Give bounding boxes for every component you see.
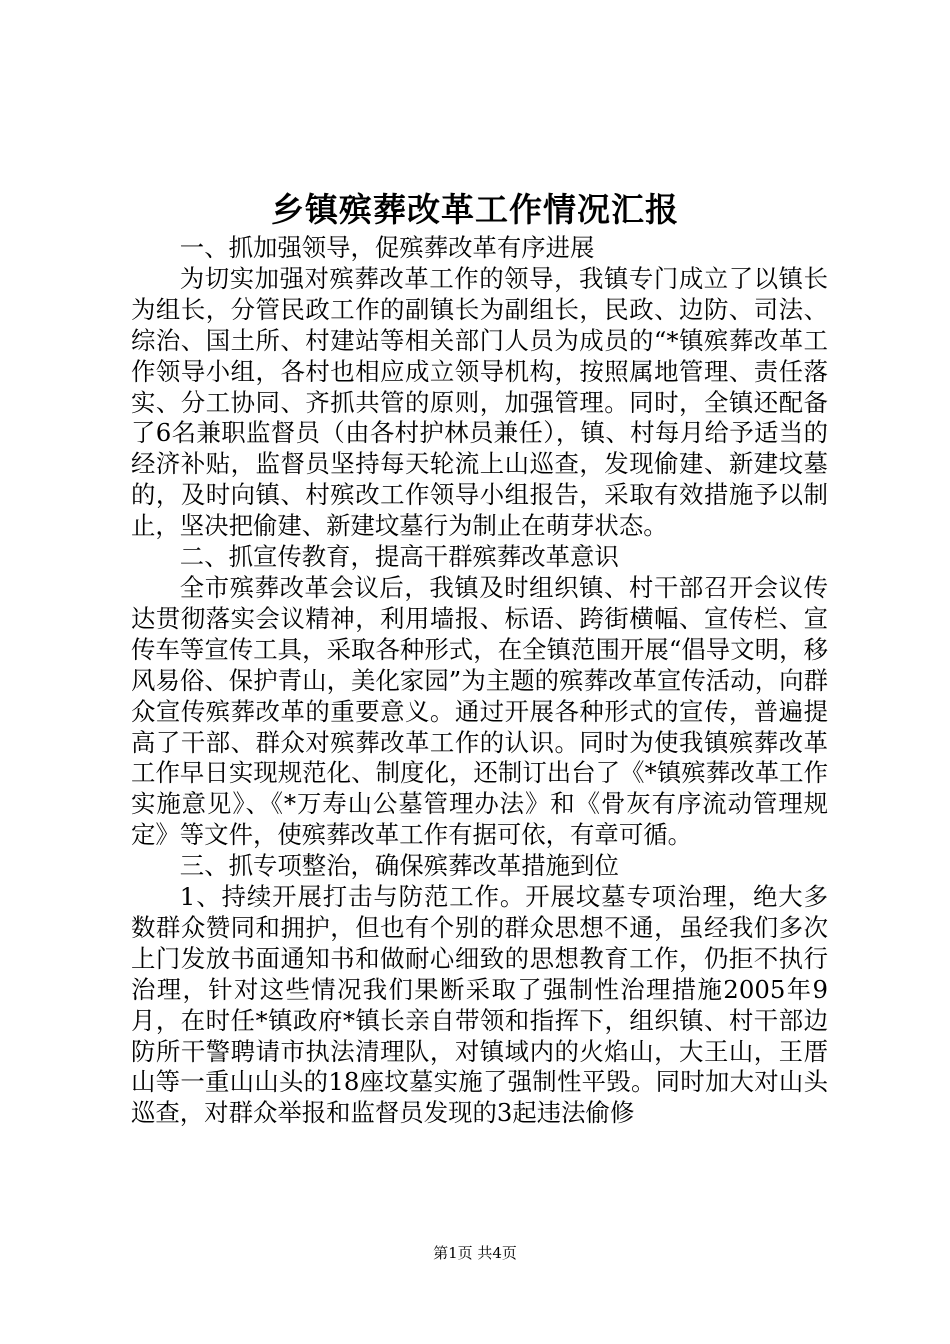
- section-paragraph-1: 为切实加强对殡葬改革工作的领导，我镇专门成立了以镇长为组长，分管民政工作的副镇长为副组长，民政、边防、司法、综治、国土所、村建站等相关部门人员为成员的“*镇殡葬改革工作领导小组，各村也相应成立领导机构，按照属地管理、责任落实、分工协同、齐抓共管的原则，加强管理。同时，全镇还配备了6名兼职监督员（由各村护林员兼任），镇、村每月给予适当的经济补贴，监督员坚持每天轮流上山巡查，发现偷建、新建坟墓的，及时向镇、村殡改工作领导小组报告，采取有效措施予以制止，坚决把偷建、新建坟墓行为制止在萌芽状态。: [131, 263, 828, 541]
- section-paragraph-2: 全市殡葬改革会议后，我镇及时组织镇、村干部召开会议传达贯彻落实会议精神，利用墙报、标语、跨街横幅、宣传栏、宣传车等宣传工具，采取各种形式，在全镇范围开展“倡导文明，移风易俗、保护青山，美化家园”为主题的殡葬改革宣传活动，向群众宣传殡葬改革的重要意义。通过开展各种形式的宣传，普遍提高了干部、群众对殡葬改革工作的认识。同时为使我镇殡葬改革工作早日实现规范化、制度化，还制订出台了《*镇殡葬改革工作实施意见》、《*万寿山公墓管理办法》和《骨灰有序流动管理规定》等文件，使殡葬改革工作有据可依，有章可循。: [131, 572, 828, 850]
- section-heading-2: 二、抓宣传教育，提高干群殡葬改革意识: [179, 542, 619, 572]
- document-title: 乡镇殡葬改革工作情况汇报: [271, 190, 679, 229]
- section-paragraph-3: 1、持续开展打击与防范工作。开展坟墓专项治理，绝大多数群众赞同和拥护，但也有个别的群众思想不通，虽经我们多次上门发放书面通知书和做耐心细致的思想教育工作，仍拒不执行治理，针对这些情况我们果断采取了强制性治理措施2005年9月，在时任*镇政府*镇长亲自带领和指挥下，组织镇、村干部边防所干警聘请市执法清理队，对镇域内的火焰山，大王山，王厝山等一重山山头的18座坟墓实施了强制性平毁。同时加大对山头巡查，对群众举报和监督员发现的3起违法偷修: [131, 882, 828, 1128]
- page-footer: 第1页 共4页: [433, 1244, 517, 1262]
- section-heading-3: 三、抓专项整治，确保殡葬改革措施到位: [179, 851, 619, 881]
- document-body: [131, 233, 828, 1129]
- section-heading-1: 一、抓加强领导，促殡葬改革有序进展: [179, 233, 595, 262]
